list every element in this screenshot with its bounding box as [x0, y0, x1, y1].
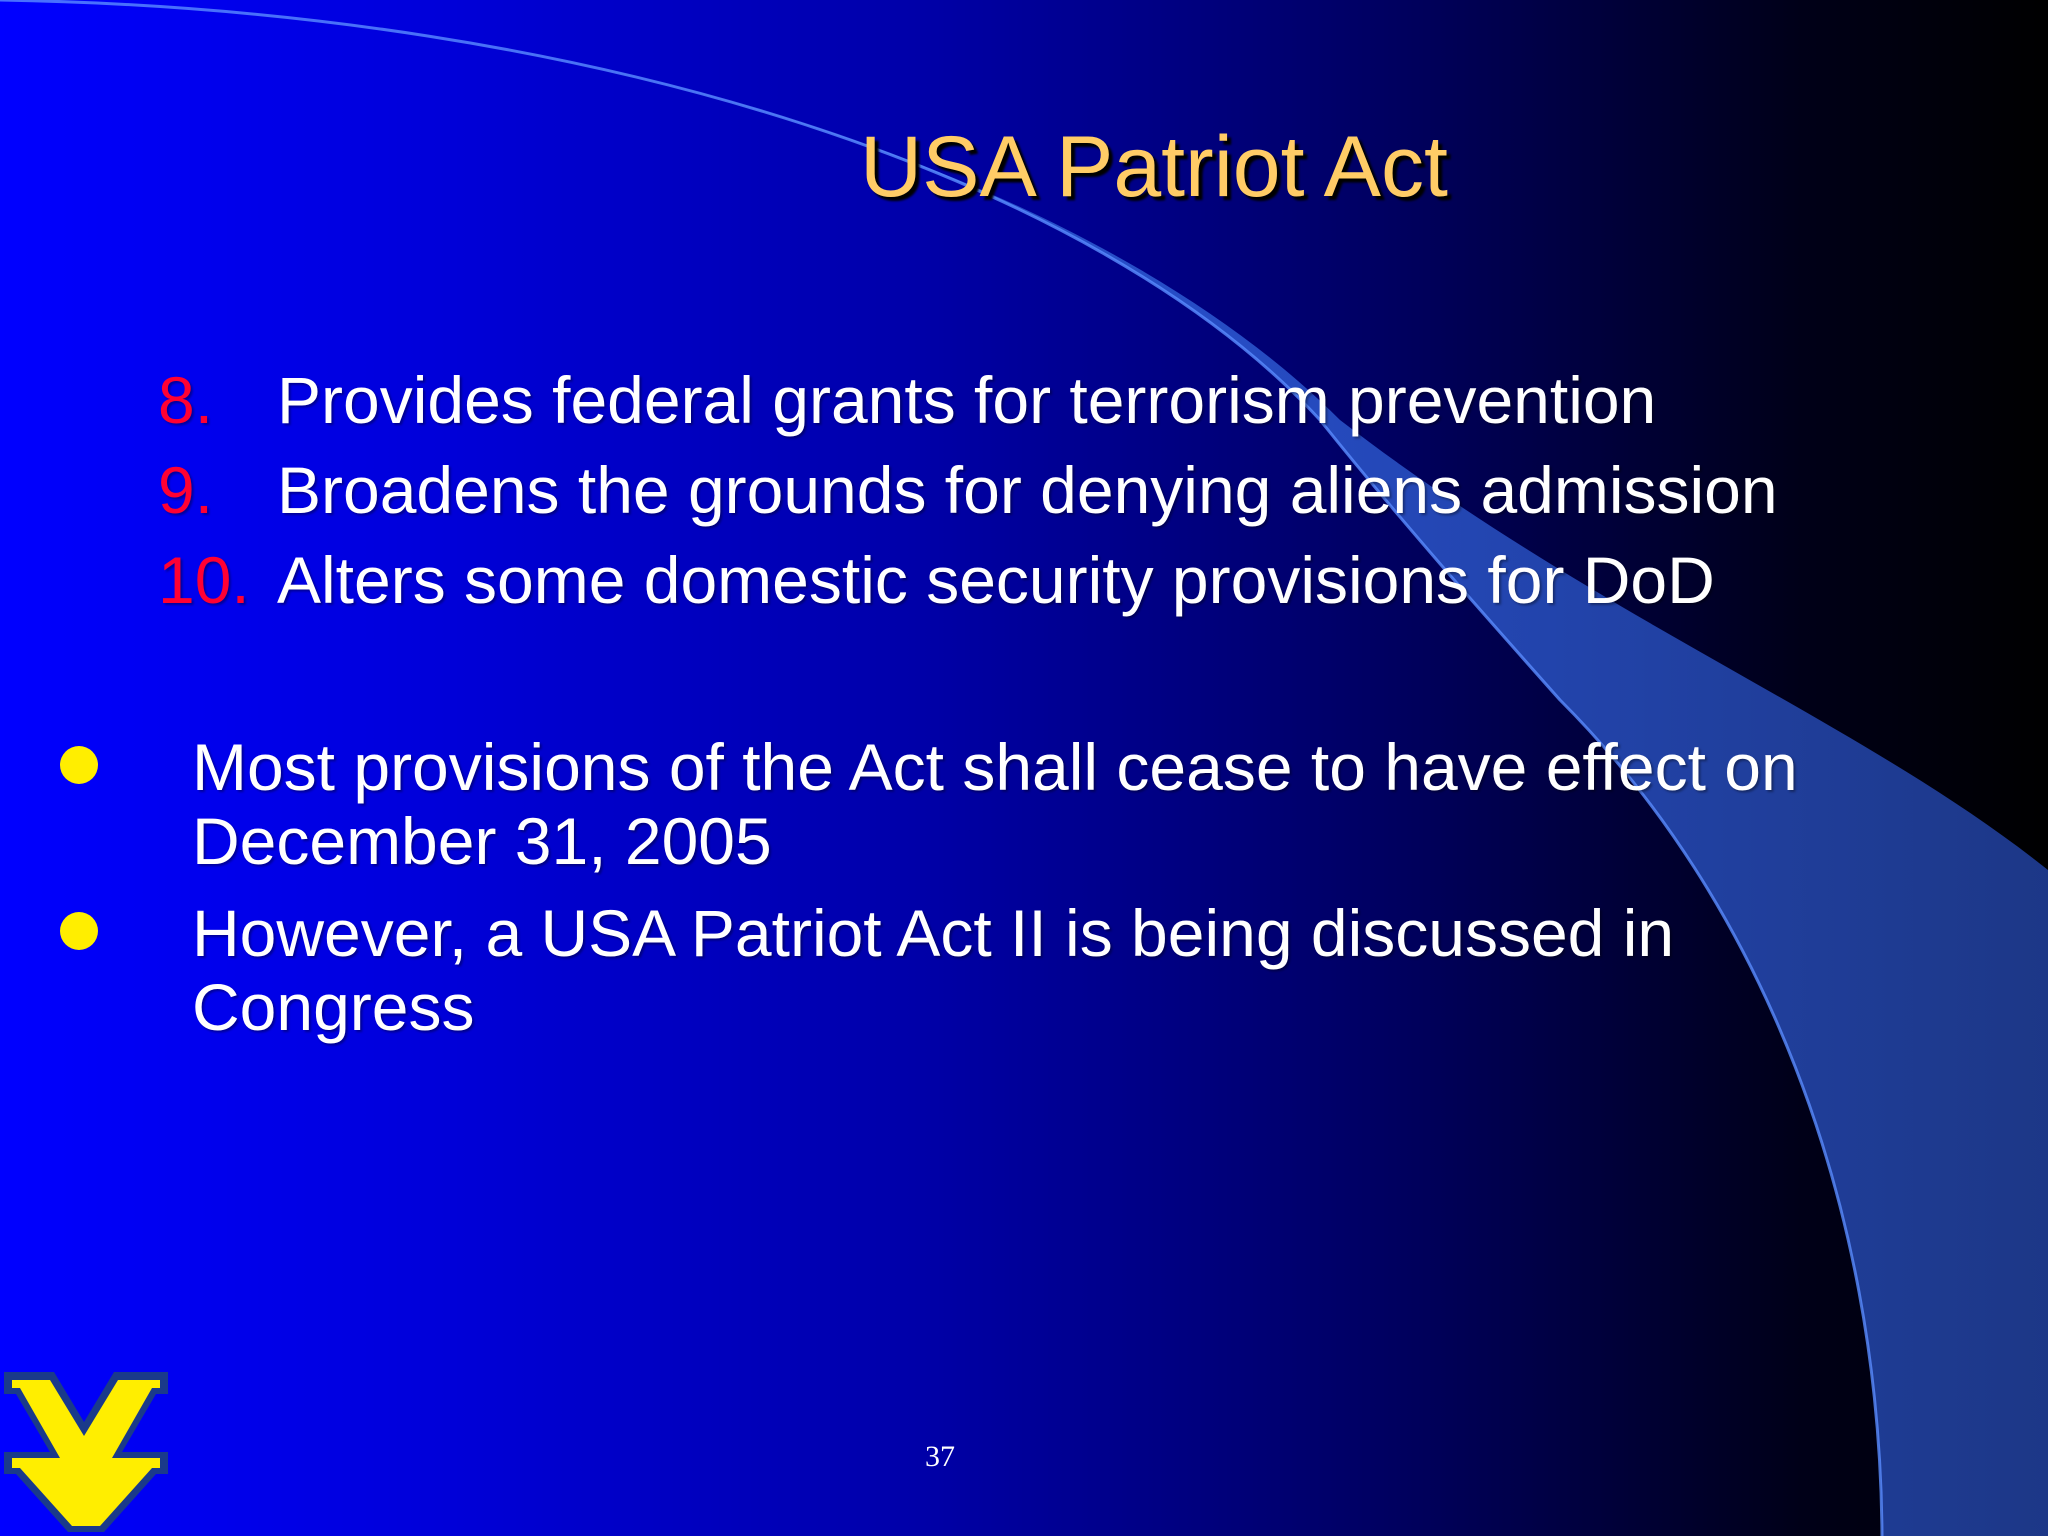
list-item-number: 9.	[158, 453, 214, 527]
bullet-list	[60, 730, 1892, 1062]
list-item-text: Alters some domestic security provisions for DoD	[277, 543, 1715, 617]
list-item-text: Provides federal grants for terrorism prevention	[277, 363, 1657, 437]
bullet-dot-icon	[60, 912, 98, 950]
bullet-text: However, a USA Patriot Act II is being discussed in Congress	[192, 896, 1675, 1044]
bullet-text: Most provisions of the Act shall cease to have effect on December 31, 2005	[192, 730, 1798, 878]
bullet-dot-icon	[60, 746, 98, 784]
list-item-text: Broadens the grounds for denying aliens admission	[277, 453, 1778, 527]
list-item-number: 10.	[158, 543, 250, 617]
bullet-item	[60, 896, 1892, 1044]
bullet-item	[60, 730, 1892, 878]
wv-logo-icon	[0, 1368, 172, 1536]
list-item-number: 8.	[158, 363, 214, 437]
page-number: 37	[925, 1440, 955, 1473]
slide-title: USA Patriot Act	[860, 119, 1448, 215]
